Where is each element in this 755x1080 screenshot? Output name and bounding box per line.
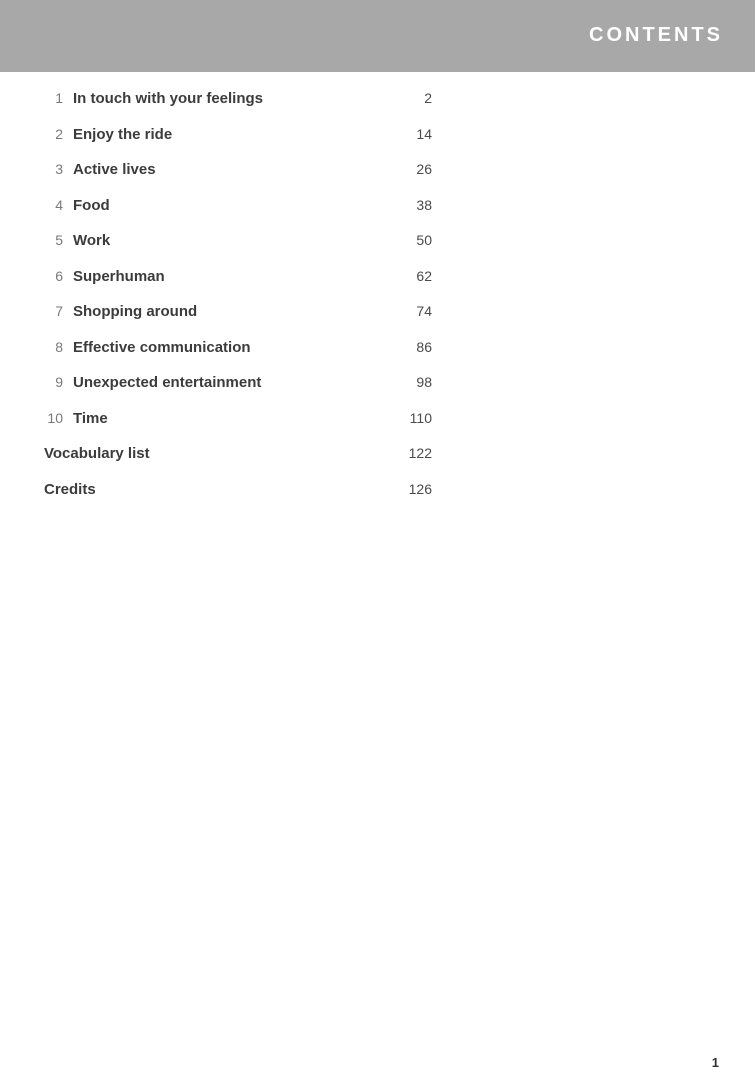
toc-item-unit-9[interactable]	[0, 366, 755, 402]
page-ref: 14	[416, 125, 432, 142]
toc-item-unit-3[interactable]	[0, 153, 755, 189]
page-title: CONTENTS	[589, 24, 723, 46]
unit-title: Food	[73, 196, 110, 214]
unit-number: 1	[55, 90, 63, 106]
unit-number: 8	[55, 338, 63, 355]
unit-number: 10	[47, 409, 63, 426]
section-title: Vocabulary list	[44, 445, 150, 462]
table-of-contents	[0, 82, 755, 508]
unit-title: Shopping around	[73, 303, 198, 320]
unit-title: Active lives	[73, 161, 156, 178]
unit-number: 7	[55, 303, 63, 319]
toc-item-unit-1[interactable]	[0, 82, 755, 118]
unit-number: 6	[55, 267, 63, 284]
unit-title: Unexpected entertainment	[73, 374, 262, 391]
toc-item-unit-10[interactable]	[0, 402, 755, 438]
page-ref: 38	[416, 196, 432, 213]
unit-number: 4	[55, 196, 63, 213]
page-number: 1	[711, 1055, 719, 1070]
page-ref: 122	[408, 445, 432, 461]
page-ref: 26	[416, 161, 432, 177]
toc-item-unit-4[interactable]	[0, 189, 755, 225]
unit-title: Time	[73, 409, 108, 427]
unit-title: Enjoy the ride	[73, 125, 173, 143]
toc-item-unit-2[interactable]	[0, 118, 755, 154]
page-ref: 62	[416, 267, 432, 284]
unit-title: Work	[73, 232, 111, 249]
toc-item-unit-6[interactable]	[0, 260, 755, 296]
header-band	[0, 0, 755, 72]
toc-item-credits[interactable]	[0, 473, 755, 509]
unit-title: Effective communication	[73, 338, 251, 356]
unit-number: 3	[55, 161, 63, 177]
section-title: Credits	[44, 480, 96, 498]
page-ref: 2	[424, 90, 432, 106]
unit-number: 9	[55, 374, 63, 390]
page-ref: 126	[408, 480, 432, 497]
page-ref: 74	[416, 303, 432, 319]
page-ref: 110	[409, 409, 432, 426]
toc-item-unit-8[interactable]	[0, 331, 755, 367]
toc-item-unit-5[interactable]	[0, 224, 755, 260]
unit-title: Superhuman	[73, 267, 165, 285]
unit-title: In touch with your feelings	[73, 90, 264, 107]
unit-number: 5	[55, 232, 63, 248]
page-ref: 86	[416, 338, 432, 355]
page-ref: 50	[416, 232, 432, 248]
unit-number: 2	[55, 125, 63, 142]
page-ref: 98	[416, 374, 432, 390]
toc-item-unit-7[interactable]	[0, 295, 755, 331]
toc-item-vocabulary-list[interactable]	[0, 437, 755, 473]
